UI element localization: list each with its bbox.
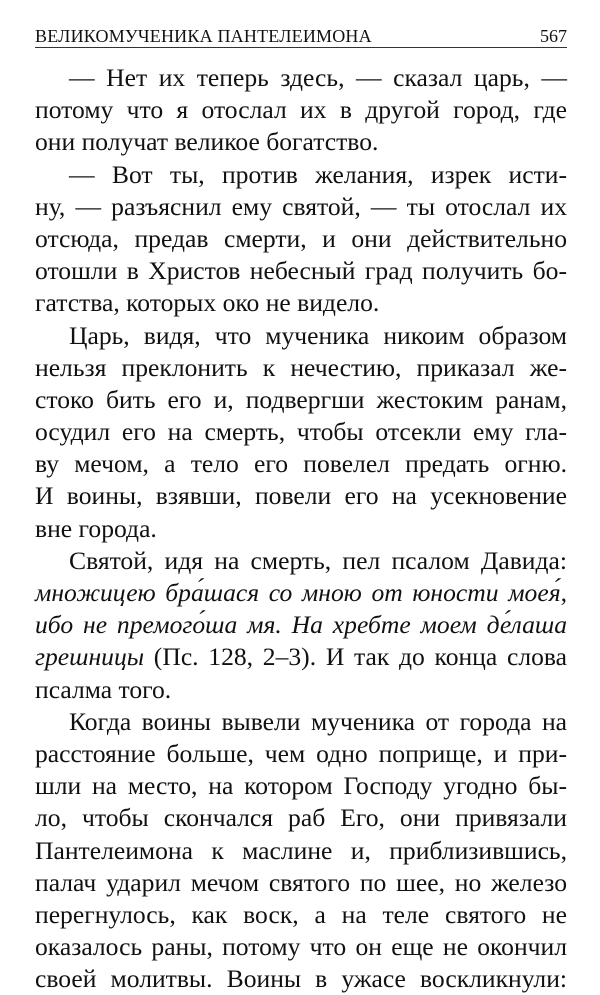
text-line: Пантелеимона к маслине и, приблизившись, xyxy=(35,835,567,865)
text-line: палач ударил мечом святого по шее, но железо xyxy=(35,867,567,897)
text-line: стоко бить его и, подвергши жестоким ранам, xyxy=(35,384,567,414)
text-line: ло, чтобы скончался раб Его, они привязали xyxy=(35,803,567,833)
running-header xyxy=(35,25,567,48)
text-line: — Нет их теперь здесь, — сказал царь, — xyxy=(69,63,567,92)
text-line: вне города. xyxy=(35,513,157,543)
text-line: своей молитвы. Воины в ужасе воскликнули: xyxy=(35,964,567,994)
paragraph-5 xyxy=(35,706,567,995)
text-line xyxy=(35,641,567,673)
text-line: шли на место, на котором Господу угодно бы- xyxy=(35,771,567,801)
text-line: перегнулось, как воск, а на теле святого не xyxy=(35,899,567,929)
text-line: — Вот ты, против желания, изрек исти- xyxy=(69,159,567,189)
text-line: отошли в Христов небесный град получить бо- xyxy=(35,256,567,286)
text-line: Святой, идя на смерть, пел псалом Давида: xyxy=(69,545,567,575)
psalm-quote-line: ибо не премого́ша мя. На хребте моем де́лаша xyxy=(35,610,567,640)
psalm-reference: (Пс. 128, 2–3). И так до конца слова xyxy=(144,642,567,672)
text-line: расстояние больше, чем одно поприще, и при- xyxy=(35,738,567,768)
text-line: нельзя преклонить к нечестию, приказал же- xyxy=(35,352,567,382)
paragraph-1 xyxy=(35,62,567,159)
text-line: ву мечом, а тело его повелел предать огню. xyxy=(35,449,567,479)
paragraph-2 xyxy=(35,159,567,320)
text-line: Когда воины вывели мученика от города на xyxy=(69,706,567,736)
chapter-title: ВЕЛИКОМУЧЕНИКА ПАНТЕЛЕИМОНА xyxy=(35,26,372,46)
text-line: они получат великое богатство. xyxy=(35,127,379,157)
text-line: Царь, видя, что мученика никоим образом xyxy=(69,320,567,350)
text-line: гатства, которых око не видело. xyxy=(35,288,380,318)
text-line: оказалось раны, потому что он еще не окончил xyxy=(35,932,567,962)
text-line: осудил его на смерть, чтобы отсекли ему гла- xyxy=(35,417,567,447)
page-number: 567 xyxy=(540,26,567,46)
paragraph-3 xyxy=(35,320,567,545)
psalm-quote-end: грешницы xyxy=(35,642,145,672)
text-line: псалма того. xyxy=(35,674,172,704)
text-line: потому что я отослал их в другой город, где xyxy=(35,95,567,125)
body-text xyxy=(35,62,567,995)
psalm-quote-line: множицею бра́шася со мною от юности моея́, xyxy=(35,578,567,607)
paragraph-4 xyxy=(35,545,567,706)
text-line: отсюда, предав смерти, и они действительно xyxy=(35,223,567,253)
text-line: ну, — разъяснил ему святой, — ты отослал их xyxy=(35,191,567,221)
text-line: И воины, взявши, повели его на усекновение xyxy=(35,481,567,511)
